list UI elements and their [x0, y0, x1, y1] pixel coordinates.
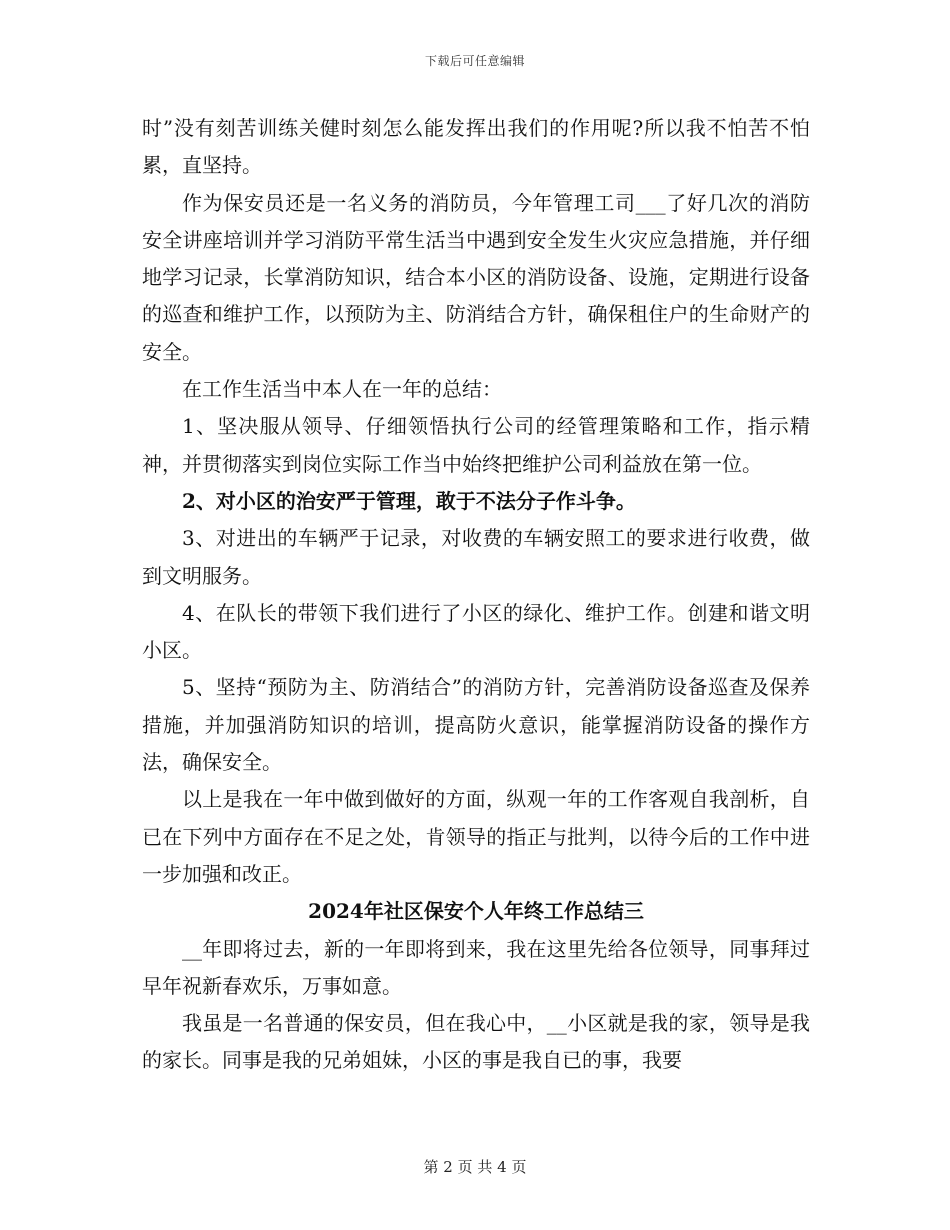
list-item-5: 5、坚持“预防为主、防消结合”的消防方针，完善消防设备巡查及保养措施，并加强消防知识的培训，提高防火意识，能掌握消防设备的操作方法，确保安全。 [142, 675, 810, 775]
header-note: 下载后可任意编辑 [424, 54, 525, 68]
list-item-3: 3、对进出的车辆严于记录，对收费的车辆安照工的要求进行收费，做到文明服务。 [142, 526, 810, 588]
paragraph-summary-intro: 在工作生活当中本人在一年的总结： [182, 377, 502, 402]
paragraph-conclusion: 以上是我在一年中做到做好的方面，纵观一年的工作客观自我剖析，自已在下列中方面存在不足之处，肯领导的指正与批判，以待今后的工作中进一步加强和改正。 [142, 787, 810, 886]
list-item-2: 2、对小区的治安严于管理，敢于不法分子作斗争。 [182, 488, 636, 513]
section-paragraph-greeting: __年即将过去，新的一年即将到来，我在这里先给各位领导，同事拜过早年祝新春欢乐，万事如意。 [142, 936, 810, 998]
section-paragraph-home: 我虽是一名普通的保安员，但在我心中，__小区就是我的家，领导是我的家长。同事是我的兄弟姐妹，小区的事是我自已的事，我要 [142, 1011, 810, 1073]
document-body [142, 110, 810, 1080]
paragraph-fire-duty: 作为保安员还是一名义务的消防员，今年管理工司___了好几次的消防安全讲座培训并学习消防平常生活当中遇到安全发生火灾应急措施，并仔细地学习记录，长掌消防知识，结合本小区的消防设备、设施，定期进行设备的巡查和维护工作，以预防为主、防消结合方针，确保租住户的生命财产的安全。 [142, 190, 810, 364]
section-title: 2024年社区保安个人年终工作总结三 [308, 899, 644, 924]
list-item-4: 4、在队长的带领下我们进行了小区的绿化、维护工作。创建和谐文明小区。 [142, 600, 810, 663]
paragraph-continuation: 时”没有刻苦训练关健时刻怎么能发挥出我们的作用呢?所以我不怕苦不怕累，直坚持。 [142, 116, 810, 178]
list-item-1: 1、坚决服从领导、仔细领悟执行公司的经管理策略和工作，指示精神，并贯彻落实到岗位实际工作当中始终把维护公司利益放在第一位。 [142, 414, 810, 476]
page-number: 第 2 页 共 4 页 [423, 1158, 527, 1176]
